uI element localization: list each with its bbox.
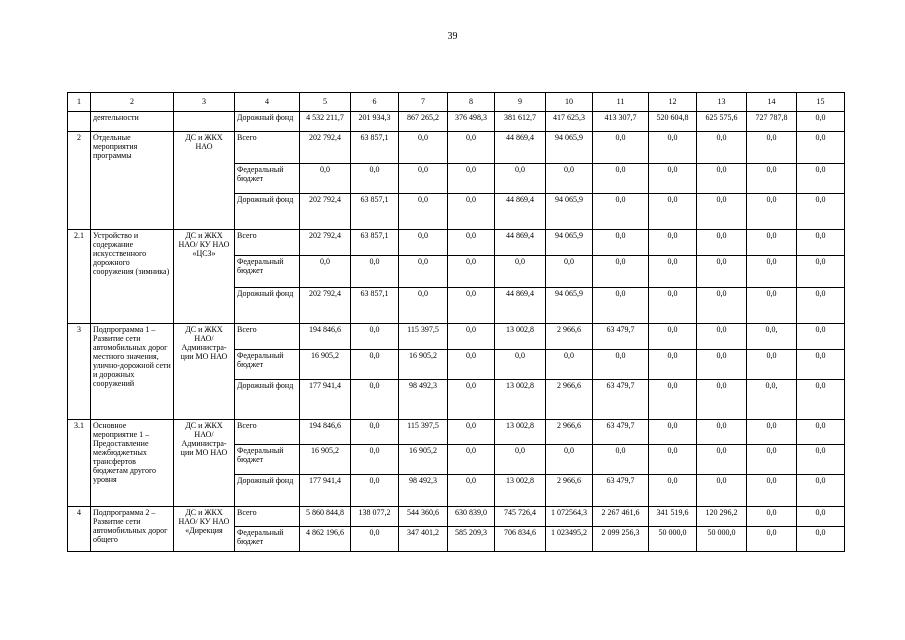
table-cell: 202 792,4	[300, 288, 351, 324]
table-cell: Всего	[235, 507, 300, 527]
column-header: 4	[235, 93, 300, 112]
table-cell: 2.1	[68, 230, 91, 324]
table-cell: 413 307,7	[593, 112, 649, 132]
table-cell: 0,0	[697, 350, 747, 380]
table-row	[68, 324, 845, 350]
table-cell: 0,0	[351, 380, 399, 420]
table-cell: 0,0	[649, 445, 697, 475]
table-cell: 0,0	[448, 164, 495, 194]
table-row	[68, 230, 845, 256]
table-cell: 0,0	[747, 194, 797, 230]
table-cell: 120 296,2	[697, 507, 747, 527]
table-cell: 0,0	[697, 380, 747, 420]
table-cell: 0,0	[747, 164, 797, 194]
table-cell: 0,0	[593, 164, 649, 194]
column-header: 5	[300, 93, 351, 112]
table-cell: 4	[68, 507, 91, 552]
table-cell: 0,0	[448, 230, 495, 256]
table-cell: Дорожный фонд	[235, 112, 300, 132]
table-cell: 201 934,3	[351, 112, 399, 132]
table-cell: 0,0	[448, 445, 495, 475]
table-cell: Всего	[235, 132, 300, 164]
table-cell: 16 905,2	[300, 350, 351, 380]
column-header: 1	[68, 93, 91, 112]
table-cell: 202 792,4	[300, 132, 351, 164]
table-cell: 0,0	[697, 194, 747, 230]
table-cell: 585 209,3	[448, 527, 495, 552]
table-cell: 0,0	[797, 324, 845, 350]
table-cell	[174, 112, 235, 132]
table-cell: 0,0	[797, 445, 845, 475]
table-cell: 0,0	[495, 256, 546, 288]
table-cell: 0,0	[697, 230, 747, 256]
table-cell: 98 492,3	[399, 380, 448, 420]
table-cell: 44 869,4	[495, 230, 546, 256]
funding-table	[67, 92, 845, 552]
table-cell: 0,0	[797, 194, 845, 230]
table-cell: 0,0	[351, 350, 399, 380]
table-cell: 16 905,2	[300, 445, 351, 475]
table-cell: 0,0	[300, 164, 351, 194]
table-cell: Всего	[235, 230, 300, 256]
table-cell: 0,0	[399, 230, 448, 256]
table-cell: 0,0	[593, 256, 649, 288]
table-cell: 94 065,9	[546, 230, 593, 256]
column-header: 8	[448, 93, 495, 112]
table-cell: 0,0	[697, 256, 747, 288]
table-cell: 0,0	[747, 288, 797, 324]
table-cell: 0,0	[697, 445, 747, 475]
column-header: 3	[174, 93, 235, 112]
table-cell: 0,0	[649, 420, 697, 445]
table-cell: 0,0	[495, 164, 546, 194]
table-cell: 341 519,6	[649, 507, 697, 527]
table-cell: Подпрограмма 2 – Развитие сети автомобильных дорог общего	[91, 507, 174, 552]
table-cell: 0,0	[448, 288, 495, 324]
table-cell: 194 846,6	[300, 420, 351, 445]
table-cell: 2 966,6	[546, 420, 593, 445]
table-cell: 4 532 211,7	[300, 112, 351, 132]
table-cell: 44 869,4	[495, 194, 546, 230]
table-cell: 0,0	[747, 507, 797, 527]
table-cell: 13 002,8	[495, 420, 546, 445]
table-row	[68, 132, 845, 164]
table-cell: 0,0	[351, 164, 399, 194]
table-cell: 2	[68, 132, 91, 230]
table-cell: Дорожный фонд	[235, 475, 300, 507]
table-cell: 0,0	[593, 230, 649, 256]
table-cell: 0,0	[546, 164, 593, 194]
column-header: 12	[649, 93, 697, 112]
table-cell: 0,0	[797, 132, 845, 164]
table-cell: Федеральный бюджет	[235, 527, 300, 552]
table-cell: 2 099 256,3	[593, 527, 649, 552]
table-cell: 202 792,4	[300, 194, 351, 230]
column-header: 9	[495, 93, 546, 112]
table-cell: 98 492,3	[399, 475, 448, 507]
table-cell: 0,0	[448, 380, 495, 420]
table-cell: 544 360,6	[399, 507, 448, 527]
table-cell: 0,0	[649, 380, 697, 420]
table-cell: 0,0	[649, 350, 697, 380]
table-cell: 0,0	[797, 350, 845, 380]
table-cell: 0,0	[593, 445, 649, 475]
table-cell: Устройство и содержание искусственного дорожного сооружения (зимника)	[91, 230, 174, 324]
table-cell: 0,0	[399, 164, 448, 194]
table-cell: 727 787,8	[747, 112, 797, 132]
table-cell: 0,0	[649, 132, 697, 164]
table-cell: 0,0	[747, 445, 797, 475]
table-cell: 115 397,5	[399, 324, 448, 350]
table-cell: 44 869,4	[495, 288, 546, 324]
table-cell: ДС и ЖКХ НАО/ КУ НАО «ЦСЗ»	[174, 230, 235, 324]
column-header: 14	[747, 93, 797, 112]
table-cell: 115 397,5	[399, 420, 448, 445]
table-cell: 0,0	[649, 230, 697, 256]
table-cell: 177 941,4	[300, 475, 351, 507]
table-cell: 63 857,1	[351, 288, 399, 324]
table-cell: 63 479,7	[593, 420, 649, 445]
table-cell: 0,0	[593, 132, 649, 164]
table-cell: ДС и ЖКХ НАО/ КУ НАО «Дирекция	[174, 507, 235, 552]
table-cell: 0,0	[351, 420, 399, 445]
table-cell: деятельности	[91, 112, 174, 132]
funding-table-body	[68, 93, 845, 552]
table-cell: 0,0	[697, 324, 747, 350]
table-cell: 177 941,4	[300, 380, 351, 420]
table-cell: 3	[68, 324, 91, 420]
table-cell: 0,0	[448, 256, 495, 288]
column-header: 13	[697, 93, 747, 112]
table-cell: 5 860 844,8	[300, 507, 351, 527]
table-cell: 44 869,4	[495, 132, 546, 164]
table-cell: Всего	[235, 420, 300, 445]
table-cell	[68, 112, 91, 132]
table-cell: 0,0	[747, 475, 797, 507]
table-cell: ДС и ЖКХ НАО	[174, 132, 235, 230]
table-cell: 4 862 196,6	[300, 527, 351, 552]
table-cell: Дорожный фонд	[235, 380, 300, 420]
table-cell: 0,0	[747, 256, 797, 288]
table-cell: 706 834,6	[495, 527, 546, 552]
table-cell: ДС и ЖКХ НАО/ Администра-ции МО НАО	[174, 420, 235, 507]
table-cell: 0,0	[747, 420, 797, 445]
table-cell: 0,0	[399, 288, 448, 324]
table-cell: Федеральный бюджет	[235, 164, 300, 194]
table-cell: 0,0	[649, 288, 697, 324]
table-cell: 63 479,7	[593, 475, 649, 507]
table-cell: 202 792,4	[300, 230, 351, 256]
table-cell: 0,0	[697, 288, 747, 324]
table-cell: 0,0	[697, 420, 747, 445]
table-cell: 0,0	[797, 112, 845, 132]
table-cell: 0,0	[448, 132, 495, 164]
table-cell: 745 726,4	[495, 507, 546, 527]
table-cell: 381 612,7	[495, 112, 546, 132]
table-cell: 50 000,0	[697, 527, 747, 552]
table-cell: 0,0	[747, 132, 797, 164]
table-cell: 63 479,7	[593, 324, 649, 350]
table-cell: Федеральный бюджет	[235, 445, 300, 475]
table-cell: 138 077,2	[351, 507, 399, 527]
table-cell: 0,0	[495, 445, 546, 475]
table-cell: 0,0	[448, 420, 495, 445]
table-cell: 0,0	[649, 256, 697, 288]
table-cell: 2 966,6	[546, 380, 593, 420]
table-cell: 0,0	[797, 164, 845, 194]
table-cell: 0,0	[747, 350, 797, 380]
table-cell: 0,0	[399, 256, 448, 288]
table-cell: 16 905,2	[399, 350, 448, 380]
table-cell: 0,0	[448, 194, 495, 230]
table-cell: 0,0	[593, 350, 649, 380]
table-cell: 0,0,	[747, 324, 797, 350]
table-cell: 0,0	[546, 445, 593, 475]
table-cell: 0,0	[593, 194, 649, 230]
table-cell: 0,0	[797, 527, 845, 552]
column-header: 10	[546, 93, 593, 112]
column-header: 15	[797, 93, 845, 112]
table-cell: 13 002,8	[495, 324, 546, 350]
table-cell: 0,0	[351, 527, 399, 552]
table-cell: 0,0	[649, 475, 697, 507]
table-cell: 16 905,2	[399, 445, 448, 475]
table-row	[68, 112, 845, 132]
table-cell: 0,0	[797, 380, 845, 420]
column-number-row	[68, 93, 845, 112]
table-cell: 0,0,	[747, 380, 797, 420]
table-row	[68, 420, 845, 445]
table-cell: 0,0	[546, 350, 593, 380]
table-cell: 0,0	[546, 256, 593, 288]
table-cell: 347 401,2	[399, 527, 448, 552]
table-cell: Дорожный фонд	[235, 288, 300, 324]
table-cell: Подпрограмма 1 – Развитие сети автомобильных дорог местного значения, улично-дорожной сети и дорожных сооружений	[91, 324, 174, 420]
table-cell: 0,0	[649, 324, 697, 350]
table-cell: 94 065,9	[546, 288, 593, 324]
table-cell: 0,0	[797, 475, 845, 507]
table-cell: Федеральный бюджет	[235, 256, 300, 288]
table-cell: 2 966,6	[546, 324, 593, 350]
table-cell: 194 846,6	[300, 324, 351, 350]
table-cell: 0,0	[797, 288, 845, 324]
table-cell: 630 839,0	[448, 507, 495, 527]
table-cell: 63 857,1	[351, 194, 399, 230]
table-cell: 0,0	[797, 230, 845, 256]
table-cell: 0,0	[697, 132, 747, 164]
table-cell: 94 065,9	[546, 194, 593, 230]
table-cell: 0,0	[797, 507, 845, 527]
table-cell: 0,0	[697, 475, 747, 507]
column-header: 7	[399, 93, 448, 112]
table-cell: 2 966,6	[546, 475, 593, 507]
table-cell: 0,0	[399, 194, 448, 230]
table-cell: Дорожный фонд	[235, 194, 300, 230]
table-cell: 0,0	[351, 256, 399, 288]
table-cell: 0,0	[399, 132, 448, 164]
column-header: 6	[351, 93, 399, 112]
table-cell: 1 023495,2	[546, 527, 593, 552]
column-header: 2	[91, 93, 174, 112]
table-cell: Федеральный бюджет	[235, 350, 300, 380]
table-cell: 0,0	[448, 350, 495, 380]
table-cell: ДС и ЖКХ НАО/ Администра-ции МО НАО	[174, 324, 235, 420]
table-cell: 0,0	[747, 230, 797, 256]
table-cell: 0,0	[797, 420, 845, 445]
table-cell: 13 002,8	[495, 380, 546, 420]
table-cell: 0,0	[649, 164, 697, 194]
table-cell: 1 072564,3	[546, 507, 593, 527]
table-cell: 0,0	[495, 350, 546, 380]
table-cell: Отдельные мероприятия программы	[91, 132, 174, 230]
table-row	[68, 507, 845, 527]
table-cell: 0,0	[593, 288, 649, 324]
table-cell: 0,0	[351, 324, 399, 350]
table-cell: 0,0	[697, 164, 747, 194]
column-header: 11	[593, 93, 649, 112]
table-cell: Всего	[235, 324, 300, 350]
table-cell: 63 479,7	[593, 380, 649, 420]
table-cell: 3.1	[68, 420, 91, 507]
table-cell: 520 604,8	[649, 112, 697, 132]
table-cell: 417 625,3	[546, 112, 593, 132]
table-cell: 625 575,6	[697, 112, 747, 132]
table-cell: 50 000,0	[649, 527, 697, 552]
table-cell: 0,0	[797, 256, 845, 288]
table-cell: 0,0	[300, 256, 351, 288]
table-cell: 0,0	[448, 324, 495, 350]
table-cell: 94 065,9	[546, 132, 593, 164]
table-cell: 0,0	[351, 445, 399, 475]
table-cell: 0,0	[747, 527, 797, 552]
table-cell: 0,0	[649, 194, 697, 230]
table-cell: Основное мероприятие 1 – Предоставление межбюджетных трансфертов бюджетам другого уровня	[91, 420, 174, 507]
table-cell: 63 857,1	[351, 230, 399, 256]
table-cell: 0,0	[351, 475, 399, 507]
table-cell: 0,0	[448, 475, 495, 507]
table-cell: 13 002,8	[495, 475, 546, 507]
table-cell: 2 267 461,6	[593, 507, 649, 527]
page-number: 39	[447, 31, 458, 42]
table-cell: 376 498,3	[448, 112, 495, 132]
table-cell: 63 857,1	[351, 132, 399, 164]
table-cell: 867 265,2	[399, 112, 448, 132]
